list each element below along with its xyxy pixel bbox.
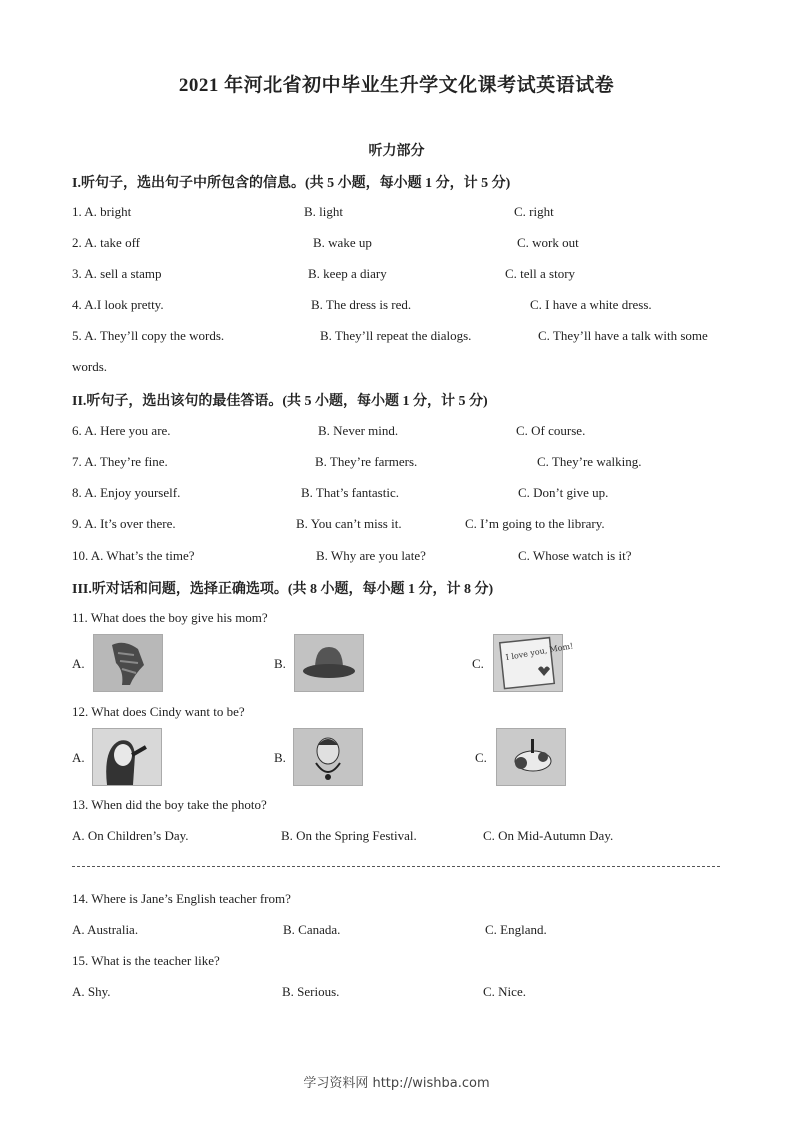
option-c: C. tell a story bbox=[505, 266, 576, 281]
option-a: 3. A. sell a stamp bbox=[72, 266, 162, 281]
question-13-text: 13. When did the boy take the photo? bbox=[72, 797, 267, 812]
option-a: A. Shy. bbox=[72, 984, 111, 999]
section-heading-1: I.听句子，选出句子中所包含的信息。(共 5 小题，每小题 1 分，计 5 分) bbox=[72, 176, 511, 191]
option-c: C. work out bbox=[517, 235, 579, 250]
option-b: B. The dress is red. bbox=[311, 297, 412, 312]
option-b: B. Canada. bbox=[283, 922, 341, 937]
question-row-15 bbox=[72, 984, 732, 1002]
option-b-label: B. bbox=[274, 750, 286, 765]
question-row-9 bbox=[72, 516, 732, 534]
option-c: C. They’re walking. bbox=[537, 454, 642, 469]
question-14-text: 14. Where is Jane’s English teacher from? bbox=[72, 891, 291, 906]
option-a: 2. A. take off bbox=[72, 235, 140, 250]
question-row-8 bbox=[72, 485, 732, 503]
scarf-picture bbox=[93, 634, 163, 692]
card-text: I love you, Mom! bbox=[505, 641, 574, 663]
option-a: 5. A. They’ll copy the words. bbox=[72, 328, 225, 343]
option-a-label: A. bbox=[72, 750, 85, 765]
option-c-label: C. bbox=[475, 750, 487, 765]
question-row-2 bbox=[72, 235, 732, 253]
option-a: 1. A. bright bbox=[72, 204, 132, 219]
option-c: C. England. bbox=[485, 922, 547, 937]
option-b: B. wake up bbox=[313, 235, 372, 250]
dashed-divider bbox=[72, 866, 720, 867]
footer-watermark: 学习资料网 http://wishba.com bbox=[303, 1076, 490, 1091]
option-a: 4. A.I look pretty. bbox=[72, 297, 164, 312]
question-row-14 bbox=[72, 922, 732, 940]
section-heading-2: II.听句子，选出该句的最佳答语。(共 5 小题，每小题 1 分，计 5 分) bbox=[72, 394, 488, 409]
option-b: B. That’s fantastic. bbox=[301, 485, 399, 500]
option-c: C. Whose watch is it? bbox=[518, 548, 632, 563]
option-a-label: A. bbox=[72, 656, 85, 671]
option-b: B. Serious. bbox=[282, 984, 340, 999]
option-a: 7. A. They’re fine. bbox=[72, 454, 168, 469]
option-a: 8. A. Enjoy yourself. bbox=[72, 485, 181, 500]
option-b: B. keep a diary bbox=[308, 266, 387, 281]
question-row-4 bbox=[72, 297, 732, 315]
question-row-10 bbox=[72, 548, 732, 566]
option-c: C. Of course. bbox=[516, 423, 586, 438]
option-a: 10. A. What’s the time? bbox=[72, 548, 195, 563]
page-title: 2021 年河北省初中毕业生升学文化课考试英语试卷 bbox=[178, 75, 615, 96]
question-row-7 bbox=[72, 454, 732, 472]
option-a: 6. A. Here you are. bbox=[72, 423, 171, 438]
option-c: C. On Mid-Autumn Day. bbox=[483, 828, 614, 843]
option-b: B. On the Spring Festival. bbox=[281, 828, 417, 843]
option-c-label: C. bbox=[472, 656, 484, 671]
question-11-options bbox=[72, 634, 672, 692]
option-c: C. I’m going to the library. bbox=[465, 516, 605, 531]
hat-picture bbox=[294, 634, 364, 692]
option-b: B. They’ll repeat the dialogs. bbox=[320, 328, 472, 343]
option-a: A. Australia. bbox=[72, 922, 139, 937]
option-c: C. Don’t give up. bbox=[518, 485, 609, 500]
question-row-1 bbox=[72, 204, 732, 222]
question-row-3 bbox=[72, 266, 732, 284]
option-b: B. They’re farmers. bbox=[315, 454, 418, 469]
question-12-text: 12. What does Cindy want to be? bbox=[72, 704, 245, 719]
option-b: B. light bbox=[304, 204, 344, 219]
question-row-5 bbox=[72, 328, 732, 346]
option-c-continuation: words. bbox=[72, 359, 108, 374]
option-b: B. Why are you late? bbox=[316, 548, 426, 563]
question-row-6 bbox=[72, 423, 732, 441]
question-12-options bbox=[72, 728, 672, 786]
option-a: 9. A. It’s over there. bbox=[72, 516, 176, 531]
section-subtitle: 听力部分 bbox=[368, 144, 425, 159]
option-c: C. Nice. bbox=[483, 984, 526, 999]
option-c: C. I have a white dress. bbox=[530, 297, 652, 312]
option-b: B. Never mind. bbox=[318, 423, 399, 438]
option-b-label: B. bbox=[274, 656, 286, 671]
option-c: C. right bbox=[514, 204, 554, 219]
option-b: B. You can’t miss it. bbox=[296, 516, 402, 531]
question-15-text: 15. What is the teacher like? bbox=[72, 953, 220, 968]
singer-picture bbox=[92, 728, 162, 786]
doctor-picture bbox=[293, 728, 363, 786]
question-11-text: 11. What does the boy give his mom? bbox=[72, 610, 268, 625]
athlete-picture bbox=[496, 728, 566, 786]
section-heading-3: III.听对话和问题，选择正确选项。(共 8 小题，每小题 1 分，计 8 分) bbox=[72, 582, 494, 597]
question-row-13 bbox=[72, 828, 732, 846]
option-a: A. On Children’s Day. bbox=[72, 828, 189, 843]
card-picture bbox=[493, 634, 574, 692]
option-c: C. They’ll have a talk with some bbox=[538, 328, 708, 343]
